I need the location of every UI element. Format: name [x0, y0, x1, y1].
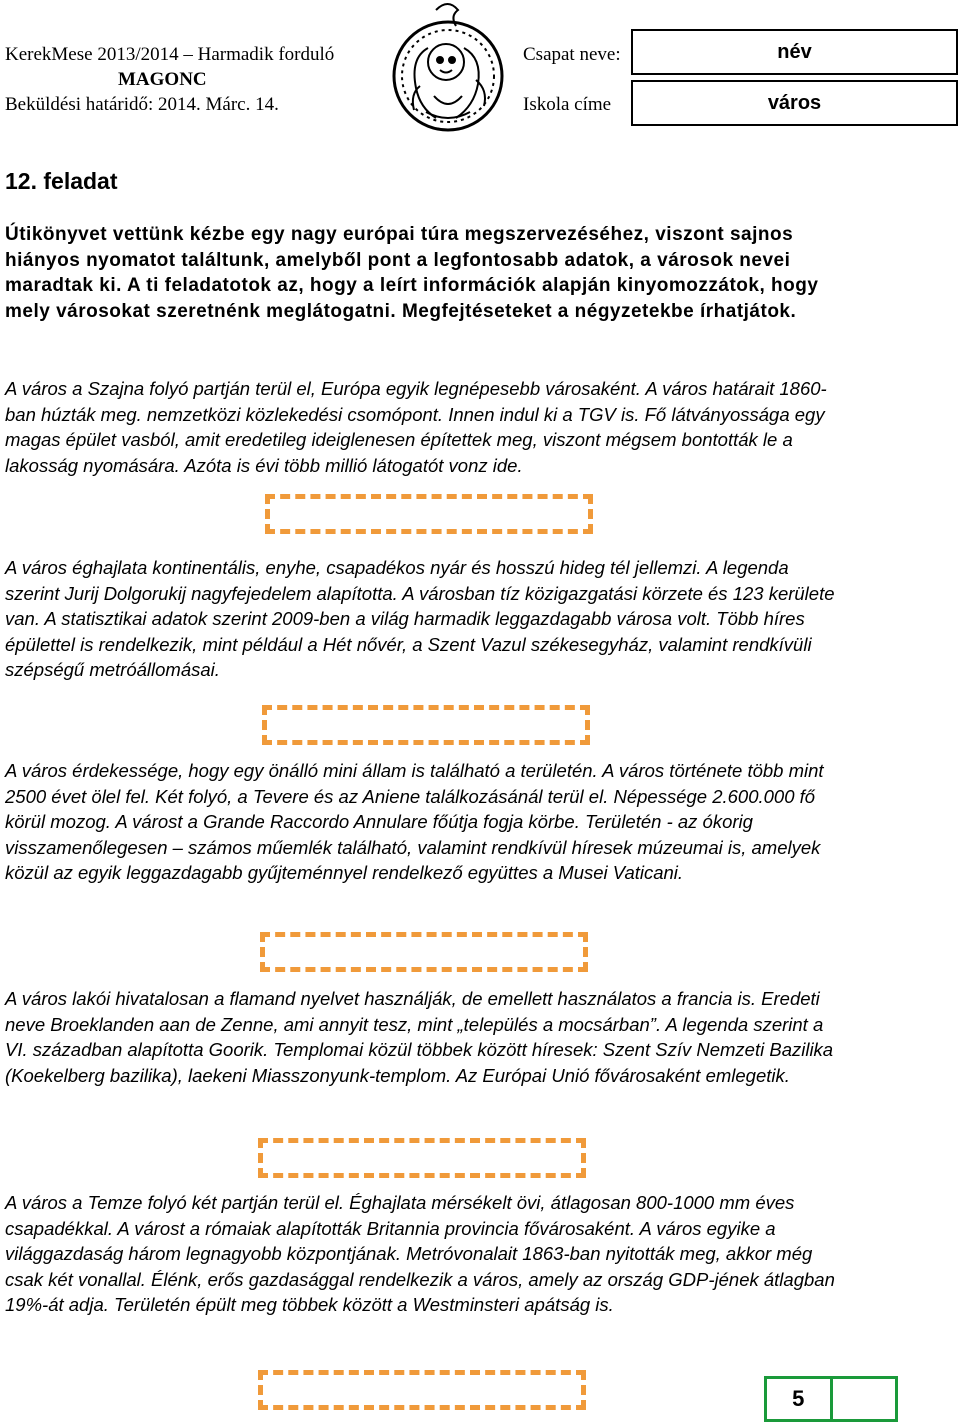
city-clue-4: A város lakói hivatalosan a flamand nyelvet használják, de emellett használatos a francia is. Eredeti neve Broeklanden aan de Zenne, ami annyit tesz, mint „település a mocsárban”. A legenda szerint a VI. században alapította Goorik. Templomai közül többek között híresek: Szent Szív Nemzeti Bazilika (Koekelberg bazilika), laekeni Miasszonyunk-templom. Az Európai Unió fővárosaként emlegetik.: [5, 988, 834, 1086]
task-intro: Útikönyvet vettünk kézbe egy nagy európai túra megszervezéséhez, viszont sajnos hiányos nyomatot találtunk, amelyből pont a legfontosabb adatok, a városok nevei maradtak ki. A ti feladatotok az, hogy a leírt információk alapján kinyomozzátok, hogy mely városokat szeretnénk meglátogatni. Megfejtéseteket a négyzetekbe írhatjátok.: [5, 224, 819, 322]
city-clue-2: A város éghajlata kontinentális, enyhe, csapadékos nyár és hosszú hideg tél jellemzi. A legenda szerint Jurij Dolgorukij nagyfejedelem alapította. A városban tíz közigazgatási körzete és 123 kerülete van. A statisztikai adatok szerint 2009-ben a világ harmadik leggazdagabb városa volt. Több híres épülettel is rendelkezik, mint például a Hét nővér, a Szent Vazul székesegyház, valamint rendkívüli szépségű metróállomásai.: [5, 557, 835, 681]
answer-box-4[interactable]: [258, 1138, 586, 1178]
answer-box-5[interactable]: [258, 1370, 586, 1410]
school-label: Iskola címe: [523, 94, 612, 115]
score-box: [764, 1376, 898, 1422]
team-name-field[interactable]: név: [631, 29, 958, 75]
task-title: 12. feladat: [5, 168, 118, 194]
max-points: 5: [792, 1386, 805, 1411]
city-clue-5: A város a Temze folyó két partján terül el. Éghajlata mérsékelt övi, átlagosan 800-1000 mm éves csapadékkal. A várost a rómaiak alapították Britannia provincia fővárosaként. A város egyike a világgazdaság három legnagyobb központjának. Metróvonalait 1863-ban nyitották meg, akkor még csak két vonallal. Élénk, erős gazdasággal rendelkezik a város, amely az ország GDP-jének átlagban 19%-át adja. Területén épült meg többek között a Westminsteri apátság is.: [5, 1192, 835, 1316]
deadline: Beküldési határidő: 2014. Márc. 14.: [5, 94, 279, 115]
awarded-points-field[interactable]: [830, 1379, 896, 1419]
answer-box-1[interactable]: [265, 494, 593, 534]
city-clue-3: A város érdekessége, hogy egy önálló mini állam is található a területén. A város története több mint 2500 évet ölel fel. Két folyó, a Tevere és az Aniene találkozásánál terül el. Népessége 2.600.000 fő körül mozog. A várost a Grande Raccordo Annulare főútja fogja körbe. Területén - az ókorig visszamenőlegesen – számos műemlék található, valamint rendkívül híresek múzeumai is, amelyek közül az egyik leggazdagabb gyűjteménnyel rendelkező együttes a Musei Vaticani.: [5, 760, 824, 884]
team-name-header: MAGONC: [118, 69, 207, 90]
answer-box-3[interactable]: [260, 932, 588, 972]
answer-box-2[interactable]: [262, 705, 590, 745]
city-clue-1: A város a Szajna folyó partján terül el, Európa egyik legnépesebb városaként. A város határait 1860-ban húzták meg. nemzetközi közlekedési csomópont. Innen indul ki a TGV is. Fő látványossága egy magas épület vasból, amit eredetileg ideiglenesen építettek meg, viszont mégsem bontották le a lakosság nyomására. Azóta is évi több millió látogatót vonz ide.: [5, 378, 827, 476]
team-label: Csapat neve:: [523, 44, 621, 65]
school-city-field[interactable]: város: [631, 80, 958, 126]
fairy-logo: [386, 0, 516, 140]
competition-title: KerekMese 2013/2014 – Harmadik forduló: [5, 44, 335, 65]
